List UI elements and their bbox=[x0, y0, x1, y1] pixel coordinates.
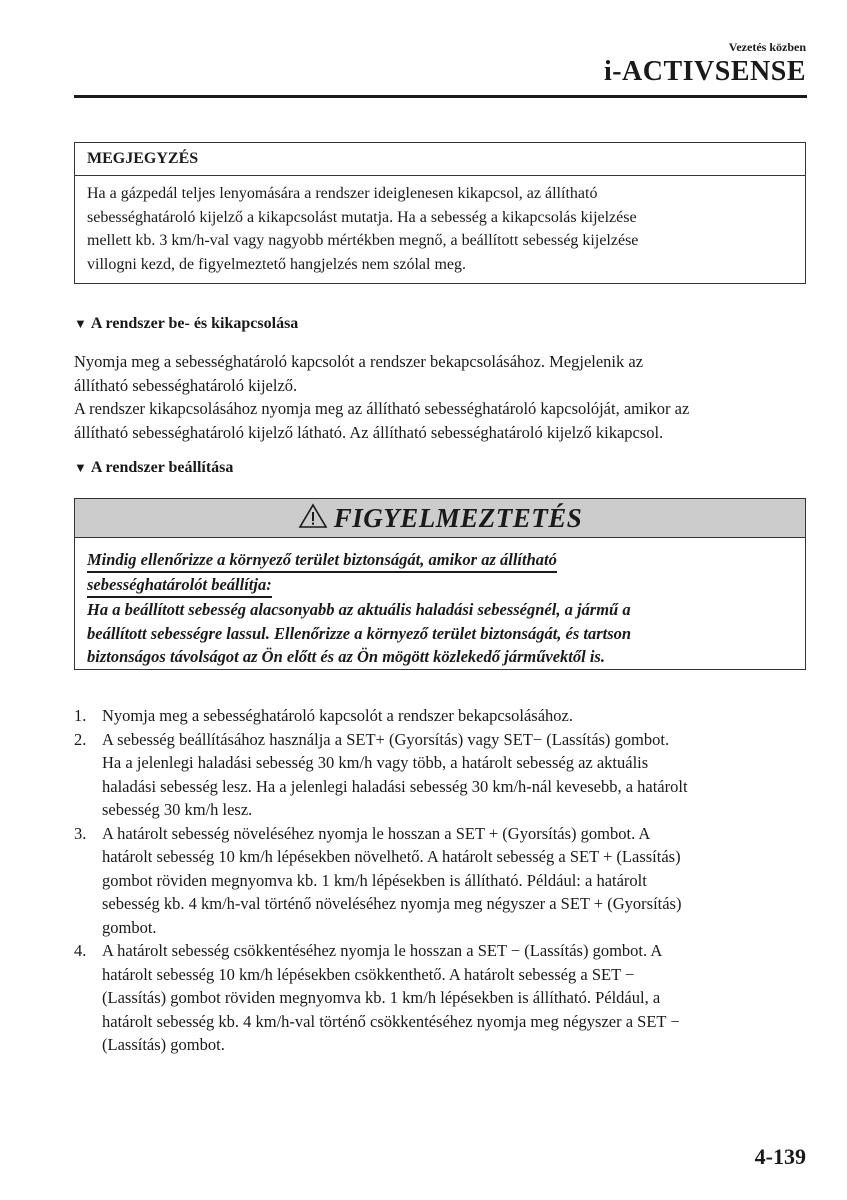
list-line: (Lassítás) gombot. bbox=[102, 1035, 225, 1054]
page-number: 4-139 bbox=[754, 1144, 806, 1169]
section-heading bbox=[74, 315, 298, 333]
paragraph-line: állítható sebességhatároló kijelző látható. Az állítható sebességhatároló kijelző kikapcsol. bbox=[74, 422, 664, 442]
warning-underlined-line: sebességhatárolót beállítja: bbox=[87, 574, 272, 598]
list-item bbox=[74, 822, 814, 940]
list-line: sebesség 30 km/h lesz. bbox=[102, 800, 253, 819]
note-body bbox=[75, 176, 805, 283]
list-item bbox=[74, 939, 814, 1057]
paragraph-line: állítható sebességhatároló kijelző. bbox=[74, 375, 298, 395]
section-paragraph bbox=[74, 350, 810, 444]
warning-line: beállított sebességre lassul. Ellenőrizze a környező terület biztonságát, és tartson bbox=[87, 623, 632, 643]
list-line: határolt sebesség kb. 4 km/h-val történő csökkentéséhez nyomja meg négyszer a SET − bbox=[102, 1011, 680, 1031]
warning-title: FIGYELMEZTETÉS bbox=[333, 502, 583, 533]
note-title: MEGJEGYZÉS bbox=[75, 143, 805, 176]
page-title: i-ACTIVSENSE bbox=[603, 56, 806, 87]
section-heading bbox=[74, 459, 233, 477]
list-number: 4. bbox=[74, 941, 87, 960]
section-header: Vezetés közben bbox=[728, 40, 806, 54]
warning-line: Ha a beállított sebesség alacsonyabb az aktuális haladási sebességnél, a jármű a bbox=[87, 600, 631, 619]
list-line: sebesség kb. 4 km/h-val történő növeléséhez nyomja meg négyszer a SET + (Gyorsítás) bbox=[102, 894, 682, 913]
note-line: villogni kezd, de figyelmeztető hangjelzés nem szólal meg. bbox=[87, 255, 466, 273]
warning-line: biztonságos távolságot az Ön előtt és az Ön mögött közlekedő járművektől is. bbox=[87, 647, 605, 666]
list-line: A határolt sebesség csökkentéséhez nyomja le hosszan a SET − (Lassítás) gombot. A bbox=[102, 941, 663, 960]
paragraph-line: Nyomja meg a sebességhatároló kapcsolót a rendszer bekapcsolásához. Megjelenik az bbox=[74, 352, 644, 371]
list-line: határolt sebesség 10 km/h lépésekben csökkenthető. A határolt sebesség a SET − bbox=[102, 964, 635, 984]
paragraph-line: A rendszer kikapcsolásához nyomja meg az állítható sebességhatároló kapcsolóját, amikor az bbox=[74, 399, 690, 418]
list-line: Ha a jelenlegi haladási sebesség 30 km/h vagy több, a határolt sebesség az aktuális bbox=[102, 753, 649, 772]
warning-box bbox=[74, 498, 806, 670]
section-heading-text: A rendszer be- és kikapcsolása bbox=[90, 315, 299, 332]
header-rule bbox=[74, 95, 807, 98]
triangle-down-icon: ▼ bbox=[74, 460, 87, 475]
note-line: mellett kb. 3 km/h-val vagy nagyobb mértékben megnő, a beállított sebesség kijelzése bbox=[87, 232, 639, 249]
warning-triangle-icon bbox=[298, 503, 328, 534]
steps-list bbox=[74, 704, 814, 1057]
list-line: haladási sebesség lesz. Ha a jelenlegi haladási sebesség 30 km/h-nál kevesebb, a határolt bbox=[102, 776, 688, 796]
list-line: Nyomja meg a sebességhatároló kapcsolót a rendszer bekapcsolásához. bbox=[102, 706, 573, 725]
list-line: határolt sebesség 10 km/h lépésekben növelhető. A határolt sebesség a SET + (Lassítás) bbox=[102, 847, 681, 866]
note-line: sebességhatároló kijelző a kikapcsolást mutatja. Ha a sebesség a kikapcsolás kijelzése bbox=[87, 208, 637, 226]
list-number: 2. bbox=[74, 729, 87, 749]
list-text bbox=[102, 822, 814, 940]
list-text bbox=[102, 704, 814, 728]
warning-body bbox=[75, 538, 805, 669]
list-item bbox=[74, 728, 814, 822]
warning-header bbox=[75, 499, 805, 538]
warning-underlined-line: Mindig ellenőrizze a környező terület biztonságát, amikor az állítható bbox=[87, 549, 557, 573]
note-line: Ha a gázpedál teljes lenyomására a rendszer ideiglenesen kikapcsol, az állítható bbox=[87, 185, 598, 202]
section-heading-text: A rendszer beállítása bbox=[90, 459, 234, 476]
list-item bbox=[74, 704, 814, 728]
list-number: 1. bbox=[74, 706, 87, 725]
list-text bbox=[102, 939, 814, 1057]
list-line: gombot röviden megnyomva kb. 1 km/h lépésekben is állítható. Például: a határolt bbox=[102, 870, 647, 890]
list-line: gombot. bbox=[102, 917, 157, 937]
list-line: (Lassítás) gombot röviden megnyomva kb. 1 km/h lépésekben is állítható. Például, a bbox=[102, 988, 661, 1007]
list-text bbox=[102, 728, 814, 822]
list-line: A határolt sebesség növeléséhez nyomja le hosszan a SET + (Gyorsítás) gombot. A bbox=[102, 823, 651, 843]
list-number: 3. bbox=[74, 823, 87, 843]
triangle-down-icon: ▼ bbox=[74, 316, 87, 331]
note-box bbox=[74, 142, 806, 284]
list-line: A sebesség beállításához használja a SET+ (Gyorsítás) vagy SET− (Lassítás) gombot. bbox=[102, 729, 670, 749]
